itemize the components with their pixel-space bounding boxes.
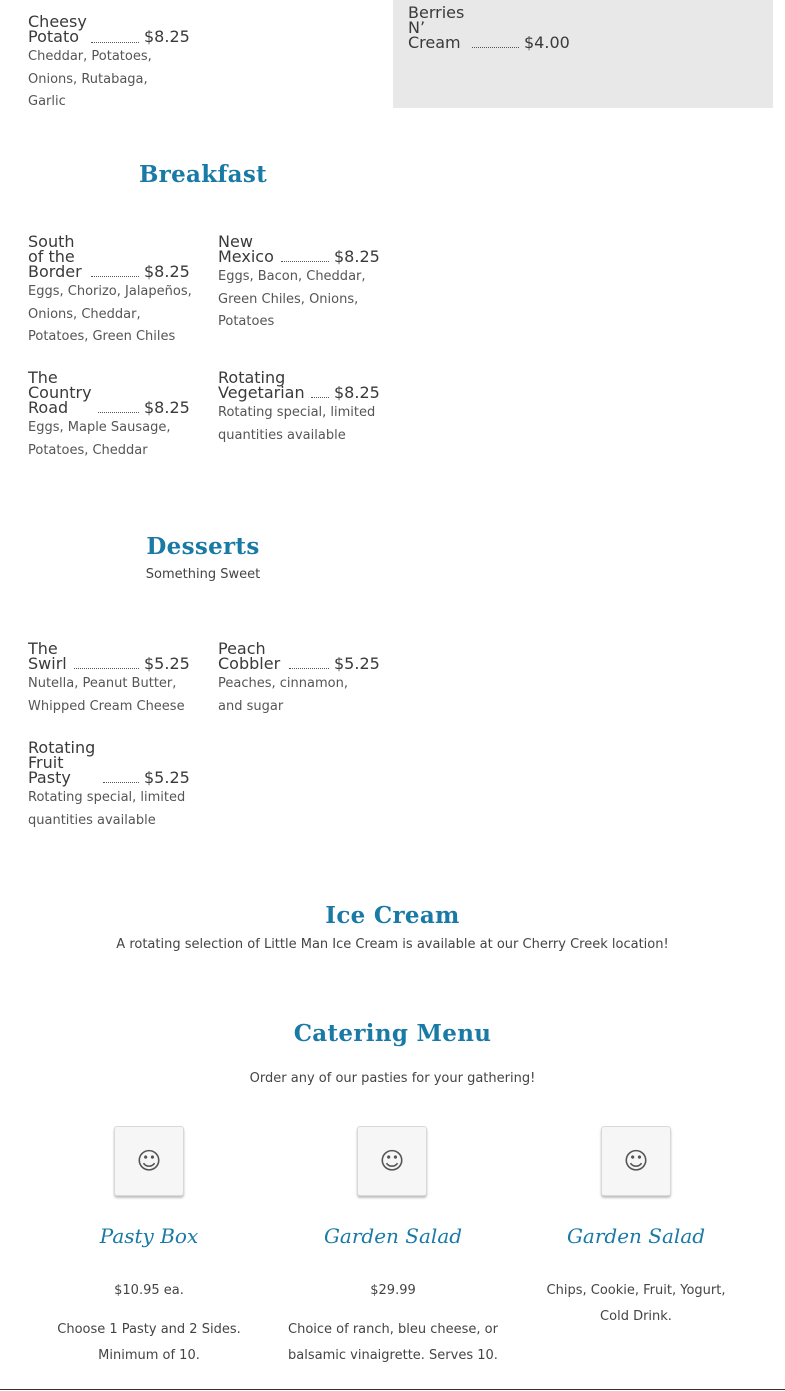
item-price: $8.25 bbox=[144, 398, 190, 417]
item-description: Eggs, Chorizo, Jalapeños, Onions, Cheddar, Potatoes, Green Chiles bbox=[28, 284, 192, 344]
item-price: $5.25 bbox=[144, 768, 190, 787]
dot-leader bbox=[472, 47, 519, 48]
menu-item-berries-n-cream bbox=[408, 5, 588, 50]
featured-panel bbox=[393, 0, 773, 108]
smiley-icon: ☺ bbox=[379, 1147, 405, 1175]
dot-leader bbox=[311, 397, 329, 398]
menu-item bbox=[218, 370, 383, 447]
catering-image-garden-salad[interactable] bbox=[357, 1126, 427, 1196]
item-description: Nutella, Peanut Butter, Whipped Cream Cheese bbox=[28, 676, 185, 714]
catering-title[interactable]: Garden Salad bbox=[566, 1224, 706, 1248]
item-name: Cheesy Potato bbox=[28, 12, 87, 46]
smiley-icon: ☺ bbox=[136, 1147, 162, 1175]
item-price: $4.00 bbox=[524, 33, 570, 52]
dot-leader bbox=[74, 668, 139, 669]
menu-item bbox=[28, 740, 193, 832]
item-description: Cheddar, Potatoes, Onions, Rutabaga, Garlic bbox=[28, 49, 152, 109]
catering-description: Choose 1 Pasty and 2 Sides. Minimum of 10. bbox=[57, 1322, 241, 1363]
dot-leader bbox=[103, 782, 139, 783]
item-price: $8.25 bbox=[144, 27, 190, 46]
catering-subtitle: Order any of our pasties for your gathering! bbox=[249, 1071, 536, 1086]
menu-item-cheesy-potato bbox=[28, 14, 193, 114]
item-price: $5.25 bbox=[334, 654, 380, 673]
dot-leader bbox=[98, 412, 139, 413]
item-description: Eggs, Maple Sausage, Potatoes, Cheddar bbox=[28, 420, 171, 458]
catering-title[interactable]: Garden Salad bbox=[323, 1224, 463, 1248]
section-subtitle: Something Sweet bbox=[145, 567, 261, 582]
item-description: Eggs, Bacon, Cheddar, Green Chiles, Onions, Potatoes bbox=[218, 269, 366, 329]
catering-description: Choice of ranch, bleu cheese, or balsamic vinaigrette. Serves 10. bbox=[288, 1322, 498, 1363]
item-name: Rotating Vegetarian bbox=[218, 368, 305, 402]
item-name: South of the Border bbox=[28, 232, 82, 281]
item-description: Rotating special, limited quantities available bbox=[218, 405, 376, 443]
item-description: Peaches, cinnamon, and sugar bbox=[218, 676, 348, 714]
section-title-ice-cream: Ice Cream bbox=[325, 902, 460, 929]
menu-item bbox=[218, 234, 383, 334]
item-name: Rotating Fruit Pasty bbox=[28, 738, 96, 787]
item-description: Rotating special, limited quantities available bbox=[28, 790, 186, 828]
catering-price: $29.99 bbox=[370, 1283, 416, 1298]
catering-title[interactable]: Pasty Box bbox=[99, 1224, 199, 1248]
catering-image-garden-salad-2[interactable] bbox=[601, 1126, 671, 1196]
section-title-desserts: Desserts bbox=[146, 533, 260, 560]
section-title-catering: Catering Menu bbox=[293, 1020, 492, 1047]
item-name: Peach Cobbler bbox=[218, 639, 281, 673]
catering-description: Chips, Cookie, Fruit, Yogurt, Cold Drink. bbox=[546, 1283, 726, 1324]
item-name: The Country Road bbox=[28, 368, 92, 417]
dot-leader bbox=[91, 276, 139, 277]
menu-item bbox=[28, 370, 193, 462]
dot-leader bbox=[281, 261, 329, 262]
dot-leader bbox=[289, 668, 329, 669]
item-price: $8.25 bbox=[334, 247, 380, 266]
menu-item bbox=[28, 641, 193, 718]
menu-item bbox=[218, 641, 383, 718]
item-price: $8.25 bbox=[144, 262, 190, 281]
item-name: The Swirl bbox=[28, 639, 67, 673]
item-name: New Mexico bbox=[218, 232, 274, 266]
smiley-icon: ☺ bbox=[623, 1147, 649, 1175]
footer-divider bbox=[0, 1389, 785, 1390]
catering-price: $10.95 ea. bbox=[114, 1283, 184, 1298]
catering-image-pasty-box[interactable] bbox=[114, 1126, 184, 1196]
item-price: $5.25 bbox=[144, 654, 190, 673]
section-title-breakfast: Breakfast bbox=[138, 161, 268, 188]
dot-leader bbox=[91, 42, 139, 43]
menu-item bbox=[28, 234, 193, 349]
item-name: Berries N’ Cream bbox=[408, 3, 465, 52]
ice-cream-text: A rotating selection of Little Man Ice Cream is available at our Cherry Creek location! bbox=[116, 937, 669, 952]
item-price: $8.25 bbox=[334, 383, 380, 402]
